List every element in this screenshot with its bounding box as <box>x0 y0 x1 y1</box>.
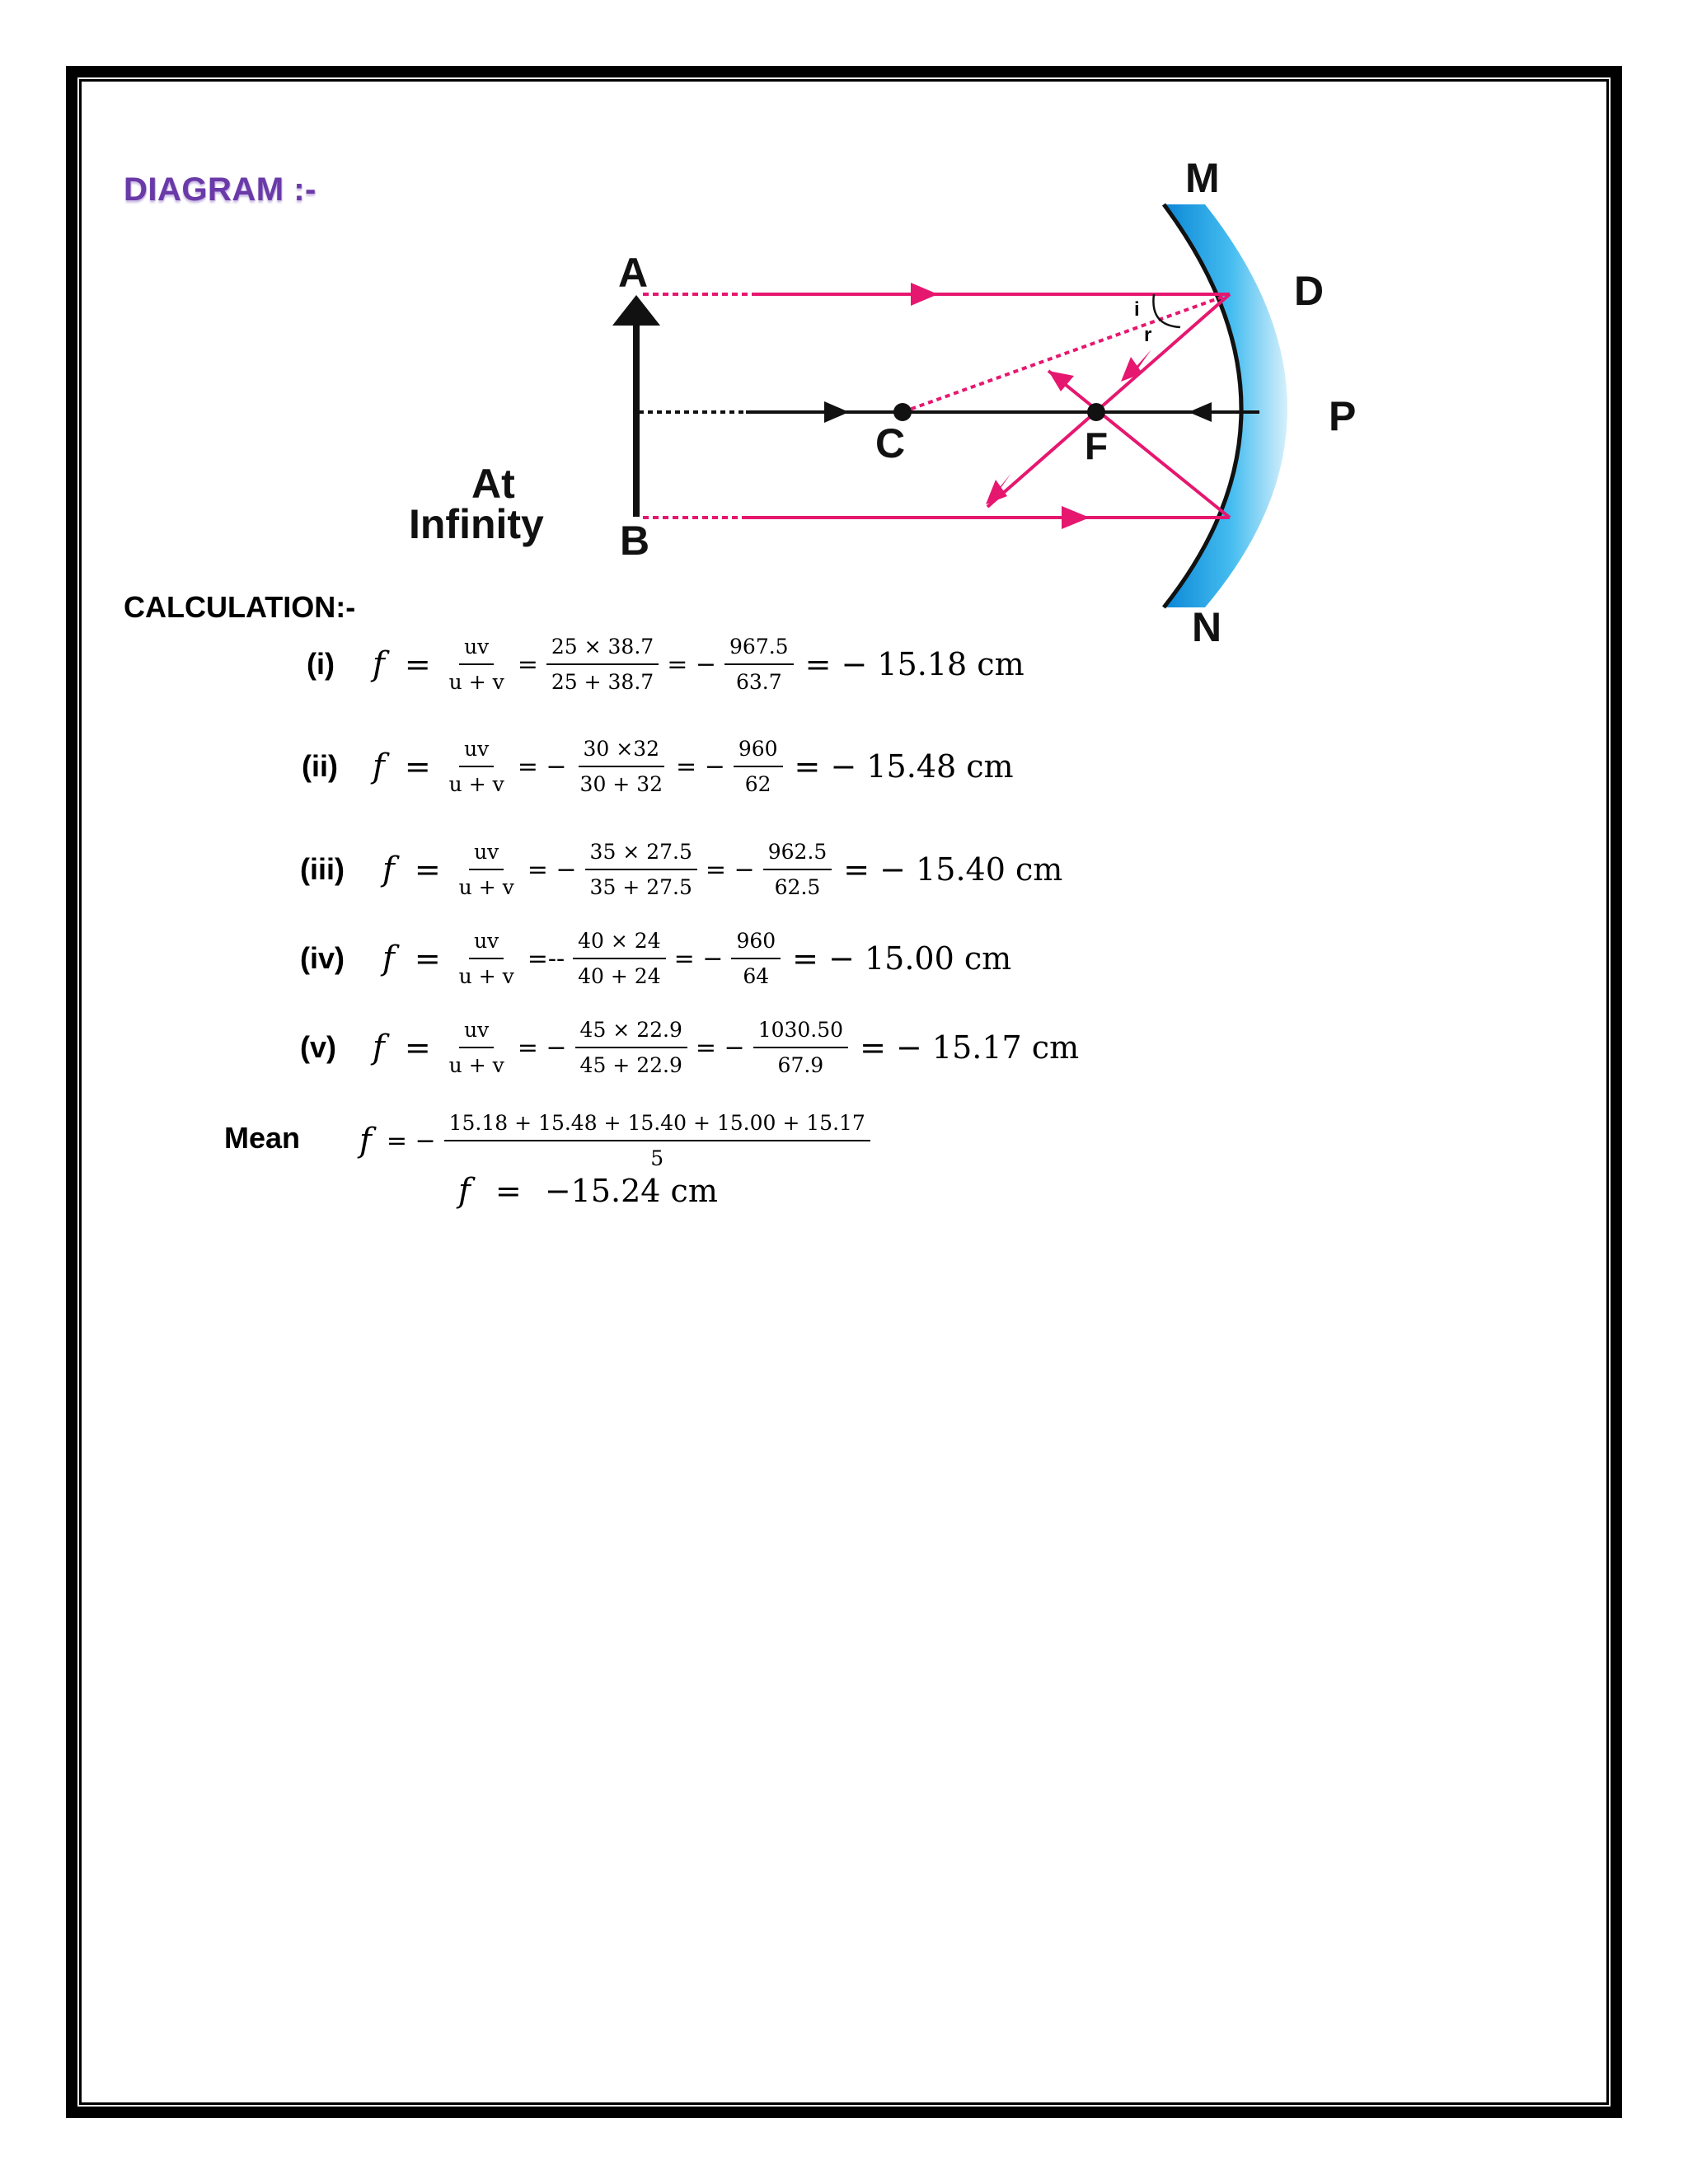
symbol-f: f <box>373 748 385 785</box>
numerator: 1030.50 <box>753 1018 848 1048</box>
denominator: 40 + 24 <box>578 964 661 988</box>
label-infinity: Infinity <box>409 501 544 547</box>
calc-label-v: (v) <box>300 1030 336 1064</box>
calc-row-v <box>373 1008 1079 1087</box>
concave-mirror-ray-diagram <box>379 148 1357 659</box>
label-n: N <box>1192 604 1222 650</box>
numerator: 960 <box>734 737 783 767</box>
mean-result-value: −15.24 cm <box>544 1173 718 1209</box>
fraction-result <box>734 737 783 796</box>
mean-numerator: 15.18 + 15.48 + 15.40 + 15.00 + 15.17 <box>444 1111 870 1141</box>
operator: = − <box>673 944 724 973</box>
calc-row-ii <box>373 727 1014 806</box>
fraction-result <box>753 1018 848 1077</box>
reflected-ray-n-through-f <box>1048 371 1230 518</box>
denominator: u + v <box>448 670 504 694</box>
numerator: uv <box>459 1018 494 1048</box>
denominator: u + v <box>448 1053 504 1077</box>
symbol-f: f <box>373 1029 385 1066</box>
numerator: 30 ×32 <box>579 737 665 767</box>
calc-result: = − 15.40 cm <box>843 851 1063 888</box>
fraction-formula <box>444 635 509 694</box>
calc-row-iii <box>382 830 1062 909</box>
fraction-formula <box>444 737 509 796</box>
fraction-formula <box>454 840 519 899</box>
normal-dotted-c-to-d <box>903 294 1230 412</box>
numerator: 45 × 22.9 <box>575 1018 687 1048</box>
fraction-formula <box>444 1018 509 1077</box>
equals-sign: = <box>404 748 431 785</box>
denominator: u + v <box>458 875 514 899</box>
numerator: 960 <box>731 929 781 959</box>
fraction-result <box>731 929 781 988</box>
numerator: uv <box>459 737 494 767</box>
denominator: 63.7 <box>735 670 782 694</box>
label-d: D <box>1294 268 1325 314</box>
axis-arrow-right <box>824 401 849 423</box>
point-c <box>893 403 912 421</box>
diagram-heading: DIAGRAM :- <box>124 171 316 208</box>
denominator: 25 + 38.7 <box>551 670 654 694</box>
operator: = <box>517 649 538 679</box>
label-m: M <box>1185 155 1220 201</box>
denominator: 64 <box>743 964 770 988</box>
calc-label-iii: (iii) <box>300 852 345 886</box>
calc-label-iv: (iv) <box>300 941 345 975</box>
object-arrowhead <box>612 295 660 326</box>
symbol-f: f <box>458 1172 471 1210</box>
equals-sign: = <box>414 940 441 977</box>
mean-label: Mean <box>224 1121 301 1155</box>
fraction-values <box>585 840 697 899</box>
numerator: uv <box>469 840 504 870</box>
operator: = − <box>676 752 725 781</box>
symbol-f: f <box>382 940 395 977</box>
fraction-values <box>573 929 665 988</box>
symbol-f: f <box>373 645 385 683</box>
mean-formula <box>359 1101 875 1180</box>
fraction-values <box>575 737 668 796</box>
numerator: 967.5 <box>724 635 794 665</box>
calc-result: = − 15.48 cm <box>794 748 1014 785</box>
numerator: 962.5 <box>763 840 832 870</box>
operator: = − <box>517 1033 567 1062</box>
mean-denominator: 5 <box>650 1146 664 1170</box>
denominator: 67.9 <box>777 1053 824 1077</box>
fraction-formula <box>454 929 519 988</box>
calc-row-iv <box>382 919 1011 998</box>
denominator: u + v <box>458 964 514 988</box>
numerator: 35 × 27.5 <box>585 840 697 870</box>
numerator: uv <box>469 929 504 959</box>
label-at: At <box>471 461 515 507</box>
calculation-heading: CALCULATION:- <box>124 590 356 624</box>
fraction-result <box>763 840 832 899</box>
operator: = − <box>695 1033 745 1062</box>
equals-sign: = <box>495 1173 522 1209</box>
symbol-f: f <box>382 851 395 888</box>
denominator: 45 + 22.9 <box>579 1053 682 1077</box>
denominator: 62 <box>744 772 771 796</box>
numerator: 40 × 24 <box>573 929 665 959</box>
mean-result <box>458 1172 718 1210</box>
fraction-result <box>724 635 794 694</box>
denominator: 35 + 27.5 <box>589 875 692 899</box>
operator: =-- <box>527 944 565 973</box>
reflected-ray-d-through-f <box>987 294 1230 507</box>
incident-ray-b-arrow <box>1062 506 1090 529</box>
angle-r-label: r <box>1144 324 1152 346</box>
calc-result: = − 15.18 cm <box>804 646 1025 682</box>
equals-sign: = <box>404 646 431 682</box>
equals-sign: = <box>404 1029 431 1066</box>
operator: = − <box>386 1126 436 1155</box>
calc-label-i: (i) <box>307 647 335 681</box>
incident-ray-a-arrow <box>911 283 938 306</box>
fraction-values <box>546 635 659 694</box>
denominator: u + v <box>448 772 504 796</box>
point-f <box>1087 403 1105 421</box>
label-a: A <box>618 250 649 296</box>
numerator: uv <box>459 635 494 665</box>
denominator: 62.5 <box>774 875 821 899</box>
axis-arrow-left <box>1189 402 1212 422</box>
operator: = − <box>517 752 567 781</box>
label-p: P <box>1329 393 1357 439</box>
operator: = − <box>667 649 717 679</box>
equals-sign: = <box>414 851 441 888</box>
calc-label-ii: (ii) <box>302 749 338 783</box>
calc-result: = − 15.17 cm <box>860 1029 1080 1066</box>
calc-result: = − 15.00 cm <box>792 940 1012 977</box>
calc-row-i <box>373 625 1025 704</box>
fraction-values <box>575 1018 687 1077</box>
angle-arc <box>1153 294 1180 327</box>
denominator: 30 + 32 <box>579 772 663 796</box>
operator: = − <box>527 855 577 884</box>
angle-i-label: i <box>1134 298 1140 321</box>
mean-fraction <box>444 1111 870 1170</box>
operator: = − <box>705 855 755 884</box>
symbol-f: f <box>359 1122 372 1160</box>
label-b: B <box>620 518 650 564</box>
label-c: C <box>875 420 906 466</box>
label-f: F <box>1085 424 1109 467</box>
numerator: 25 × 38.7 <box>546 635 659 665</box>
concave-mirror <box>1164 204 1287 607</box>
